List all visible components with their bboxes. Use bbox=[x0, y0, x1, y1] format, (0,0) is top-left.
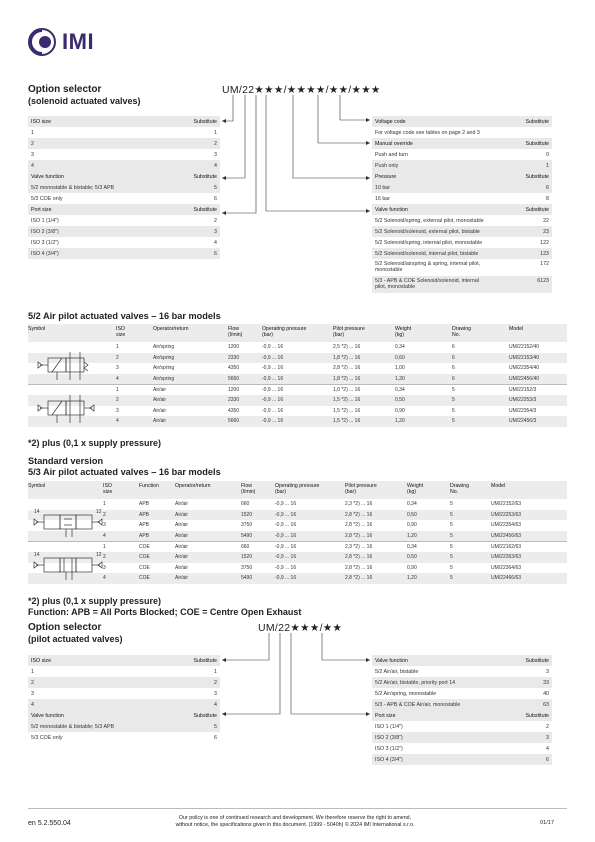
row-value: 123 bbox=[540, 250, 549, 257]
row-value: Substitute bbox=[525, 140, 549, 147]
column-header: Drawing No. bbox=[450, 483, 470, 495]
table-row bbox=[28, 342, 567, 353]
row-label: Valve function bbox=[375, 206, 408, 213]
opt2-connector-lines bbox=[0, 600, 595, 750]
row-label: 4 bbox=[31, 162, 34, 169]
table-cell: 3750 bbox=[241, 522, 253, 529]
table-cell: 2 bbox=[116, 397, 119, 404]
table-cell: Air/air bbox=[175, 501, 189, 508]
table-cell: 1200 bbox=[228, 344, 240, 351]
sec1-symbol-air-spring bbox=[30, 350, 100, 391]
table-cell: 0,90 bbox=[395, 407, 405, 414]
table-cell: Air/spring bbox=[153, 365, 175, 372]
column-header: Symbol bbox=[28, 483, 46, 489]
table-cell: 2,5 *2) ... 16 bbox=[333, 344, 361, 351]
row-label: Push and turn bbox=[375, 151, 408, 158]
row-label: Valve function bbox=[31, 712, 64, 719]
table-cell: Air/air bbox=[153, 418, 167, 425]
row-value: 2 bbox=[214, 679, 217, 686]
table-cell: UM/22152/3 bbox=[509, 387, 537, 394]
opt2-title: Option selector bbox=[28, 622, 102, 633]
row-label: 3 bbox=[31, 690, 34, 697]
table-cell: 2 bbox=[103, 554, 106, 561]
footer-disclaimer-line2: without notice, the specifications given in this document. (1999 - 5040h) © 2024 IMI International s.r.o. bbox=[175, 822, 415, 828]
table-cell: 5490 bbox=[241, 575, 253, 582]
table-cell: 1520 bbox=[241, 554, 253, 561]
row-label: 1 bbox=[31, 668, 34, 675]
table-cell: 4350 bbox=[228, 365, 240, 372]
row-value: 5 bbox=[214, 184, 217, 191]
table-cell: COE bbox=[139, 544, 150, 551]
table-cell: 3750 bbox=[241, 564, 253, 571]
column-header: Weight (kg) bbox=[407, 483, 424, 495]
table-cell: 5 bbox=[450, 554, 453, 561]
table-cell: UM/22456/40 bbox=[509, 376, 540, 383]
table-cell: 0,34 bbox=[395, 344, 405, 351]
table-cell: 5660 bbox=[228, 418, 240, 425]
column-header: Operator/return bbox=[153, 326, 189, 332]
table-cell: 3 bbox=[103, 522, 106, 529]
table-cell: 0,50 bbox=[407, 554, 417, 561]
table-cell: 3 bbox=[116, 365, 119, 372]
row-value: 6 bbox=[546, 756, 549, 763]
row-label: 5/2 Air/air, bistable bbox=[375, 668, 419, 675]
table-cell: 1 bbox=[103, 544, 106, 551]
table-row bbox=[28, 353, 567, 364]
table-cell: -0,9 ... 16 bbox=[262, 365, 284, 372]
table-cell: COE bbox=[139, 575, 150, 582]
sec2-title1: Standard version bbox=[28, 456, 104, 466]
svg-text:12: 12 bbox=[96, 552, 102, 558]
sec2-symbol-apb bbox=[30, 507, 100, 548]
row-label: 5/2 monostable & bistable; 5/3 APB bbox=[31, 184, 115, 191]
table-cell: UM/22364/63 bbox=[491, 564, 522, 571]
column-header: Pilot pressure (bar) bbox=[345, 483, 377, 495]
column-header: ISO size bbox=[116, 326, 126, 338]
table-cell: 1 bbox=[116, 387, 119, 394]
table-cell: 6 bbox=[452, 376, 455, 383]
table-cell: 1,5 *2) ... 16 bbox=[333, 397, 361, 404]
footer-divider bbox=[28, 808, 567, 809]
table-cell: APB bbox=[139, 511, 150, 518]
table-row bbox=[28, 416, 567, 427]
row-label: 10 bar bbox=[375, 184, 391, 191]
table-cell: Air/spring bbox=[153, 354, 175, 361]
table-cell: 2,8 *2) ... 16 bbox=[333, 365, 361, 372]
row-value: Substitute bbox=[193, 712, 217, 719]
row-label: 5/2 Air/spring, monostable bbox=[375, 690, 437, 697]
row-value: Substitute bbox=[525, 657, 549, 664]
row-label: 5/3 - APB & COE Solenoid/solenoid, internal bbox=[375, 278, 479, 284]
row-label: Manual override bbox=[375, 140, 413, 147]
table-row bbox=[28, 395, 567, 406]
row-value: Substitute bbox=[193, 206, 217, 213]
row-label: 2 bbox=[31, 140, 34, 147]
table-cell: -0,9 ... 16 bbox=[275, 564, 297, 571]
table-cell: -0,9 ... 16 bbox=[262, 407, 284, 414]
table-header-row bbox=[28, 481, 567, 499]
table-cell: Air/spring bbox=[153, 376, 175, 383]
row-value: Substitute bbox=[525, 118, 549, 125]
table-cell: -0,9 ... 16 bbox=[275, 575, 297, 582]
table-cell: 1 bbox=[116, 344, 119, 351]
table-cell: 2,3 *2) ... 16 bbox=[345, 544, 373, 551]
sec2-note1: *2) plus (0,1 x supply pressure) bbox=[28, 596, 162, 606]
table-cell: Air/air bbox=[175, 554, 189, 561]
table-cell: 1,00 bbox=[395, 365, 405, 372]
row-label: 5/2 Solenoid/spring, external pilot, monostable bbox=[375, 217, 484, 224]
table-cell: 1,8 *2) ... 16 bbox=[333, 354, 361, 361]
column-header: Flow (l/min) bbox=[228, 326, 243, 338]
sec2-note2: Function: APB = All Ports Blocked; COE = Centre Open Exhaust bbox=[28, 607, 302, 617]
row-value: 3 bbox=[214, 151, 217, 158]
table-cell: 5 bbox=[450, 533, 453, 540]
row-value: 1 bbox=[214, 668, 217, 675]
row-label: Push only bbox=[375, 162, 399, 169]
table-cell: 0,34 bbox=[407, 544, 417, 551]
table-cell: APB bbox=[139, 501, 150, 508]
svg-text:14: 14 bbox=[34, 552, 40, 558]
row-label: ISO 4 (3/4") bbox=[375, 756, 403, 763]
table-row bbox=[28, 363, 567, 374]
footer-doc-number: en 5.2.550.04 bbox=[28, 820, 71, 827]
table-cell: COE bbox=[139, 564, 150, 571]
table-cell: -0,9 ... 16 bbox=[262, 344, 284, 351]
table-cell: UM/22153/40 bbox=[509, 354, 540, 361]
table-cell: 5 bbox=[452, 418, 455, 425]
table-cell: Air/spring bbox=[153, 344, 175, 351]
table-cell: -0,9 ... 16 bbox=[262, 376, 284, 383]
table-cell: Air/air bbox=[175, 522, 189, 529]
table-cell: Air/air bbox=[175, 511, 189, 518]
row-label: 5/2 Solenoid/solenoid, external pilot, bistable bbox=[375, 228, 480, 235]
table-cell: APB bbox=[139, 533, 150, 540]
row-value: 4 bbox=[546, 745, 549, 752]
table-row bbox=[28, 384, 567, 395]
row-label: ISO 1 (1/4") bbox=[375, 723, 403, 730]
table-cell: 1200 bbox=[228, 387, 240, 394]
row-value: 3 bbox=[214, 690, 217, 697]
table-cell: 2,3 *2) ... 16 bbox=[345, 501, 373, 508]
table-cell: UM/22354/40 bbox=[509, 365, 540, 372]
table-row bbox=[372, 754, 552, 765]
table-cell: 0,34 bbox=[395, 387, 405, 394]
table-cell: 5 bbox=[450, 564, 453, 571]
row-value: Substitute bbox=[525, 173, 549, 180]
row-value: 3 bbox=[546, 734, 549, 741]
row-label: 5/2 monostable & bistable; 5/3 APB bbox=[31, 723, 115, 730]
table-row bbox=[28, 374, 567, 385]
table-cell: 0,34 bbox=[407, 501, 417, 508]
row-value: 6 bbox=[214, 250, 217, 257]
column-header: Symbol bbox=[28, 326, 46, 332]
opt2-code: UM/22★★★/★★ bbox=[258, 622, 343, 634]
row-label: Port size bbox=[375, 712, 396, 719]
row-value: 3 bbox=[214, 228, 217, 235]
table-cell: 1,5 *2) ... 16 bbox=[333, 407, 361, 414]
table-cell: 5 bbox=[452, 387, 455, 394]
row-value: 172 bbox=[540, 261, 549, 267]
row-label-line2: monostable bbox=[375, 267, 403, 273]
table-cell: 3 bbox=[103, 564, 106, 571]
row-value: 4 bbox=[214, 701, 217, 708]
row-label: For voltage code see tables on page 2 and 3 bbox=[375, 129, 480, 136]
row-label: 5/2 Solenoid/airspring & spring, internal pilot, bbox=[375, 261, 481, 267]
row-label: 3 bbox=[31, 151, 34, 158]
column-header: Drawing No. bbox=[452, 326, 472, 338]
table-cell: 6 bbox=[452, 365, 455, 372]
column-header: Function bbox=[139, 483, 159, 489]
table-cell: UM/22456/3 bbox=[509, 418, 537, 425]
table-cell: UM/22354/3 bbox=[509, 407, 537, 414]
table-cell: 2,8 *2) ... 16 bbox=[345, 575, 373, 582]
table-cell: 4350 bbox=[228, 407, 240, 414]
column-header: Model bbox=[509, 326, 524, 332]
table-cell: UM/22152/63 bbox=[491, 501, 522, 508]
sec2-symbol-coe bbox=[30, 550, 100, 591]
table-cell: 1,0 *2) ... 16 bbox=[333, 387, 361, 394]
opt1-subtitle: (solenoid actuated valves) bbox=[28, 96, 141, 106]
table-cell: UM/22152/40 bbox=[509, 344, 540, 351]
table-cell: 2,8 *2) ... 16 bbox=[345, 564, 373, 571]
table-cell: UM/22263/63 bbox=[491, 554, 522, 561]
row-value: 22 bbox=[543, 217, 549, 224]
table-cell: 5 bbox=[450, 522, 453, 529]
row-value: 6123 bbox=[537, 278, 549, 284]
row-value: Substitute bbox=[193, 118, 217, 125]
table-cell: Air/air bbox=[153, 407, 167, 414]
table-cell: Air/air bbox=[175, 575, 189, 582]
table-cell: 6 bbox=[452, 354, 455, 361]
column-header: Operating pressure (bar) bbox=[275, 483, 320, 495]
logo-text: IMI bbox=[62, 29, 95, 54]
row-value: Substitute bbox=[193, 173, 217, 180]
table-cell: Air/air bbox=[153, 387, 167, 394]
table-cell: 5660 bbox=[228, 376, 240, 383]
table-cell: -0,9 ... 16 bbox=[262, 387, 284, 394]
table-cell: Air/air bbox=[175, 564, 189, 571]
row-label: 5/3 - APB & COE Air/air, monostable bbox=[375, 701, 461, 708]
table-cell: 1,30 bbox=[395, 376, 405, 383]
table-cell: -0,9 ... 16 bbox=[275, 501, 297, 508]
row-value: 5 bbox=[214, 723, 217, 730]
row-label: ISO 2 (3/8") bbox=[31, 228, 59, 235]
row-label: ISO 2 (3/8") bbox=[375, 734, 403, 741]
table-cell: 4 bbox=[103, 575, 106, 582]
table-row bbox=[28, 406, 567, 417]
row-value: 2 bbox=[214, 217, 217, 224]
opt1-title: Option selector bbox=[28, 84, 102, 95]
table-cell: 0,50 bbox=[407, 511, 417, 518]
row-value: 6 bbox=[546, 184, 549, 191]
row-label: ISO 4 (3/4") bbox=[31, 250, 59, 257]
table-cell: 5 bbox=[450, 511, 453, 518]
row-value: 2 bbox=[214, 140, 217, 147]
column-header: Model bbox=[491, 483, 506, 489]
row-value: 3 bbox=[546, 668, 549, 675]
row-value: 8 bbox=[546, 195, 549, 202]
row-value: 40 bbox=[543, 690, 549, 697]
row-label: Port size bbox=[31, 206, 52, 213]
table-cell: -0,9 ... 16 bbox=[262, 397, 284, 404]
row-value: 6 bbox=[214, 195, 217, 202]
table-cell: 6 bbox=[452, 344, 455, 351]
table-cell: 2,8 *2) ... 16 bbox=[345, 511, 373, 518]
table-cell: 5 bbox=[450, 575, 453, 582]
row-label: 1 bbox=[31, 129, 34, 136]
row-label: Voltage code bbox=[375, 118, 406, 125]
row-value: Substitute bbox=[193, 657, 217, 664]
column-header: Operator/return bbox=[175, 483, 211, 489]
sec1-note: *2) plus (0,1 x supply pressure) bbox=[28, 438, 162, 448]
opt2-subtitle: (pilot actuated valves) bbox=[28, 634, 123, 644]
row-value: Substitute bbox=[525, 206, 549, 213]
table-cell: UM/22253/63 bbox=[491, 511, 522, 518]
table-cell: UM/22354/63 bbox=[491, 522, 522, 529]
table-cell: 0,60 bbox=[395, 354, 405, 361]
row-value: 33 bbox=[543, 679, 549, 686]
row-label: Pressure bbox=[375, 173, 397, 180]
table-cell: 2330 bbox=[228, 397, 240, 404]
row-label: 2 bbox=[31, 679, 34, 686]
table-cell: 1,20 bbox=[407, 533, 417, 540]
table-cell: -0,9 ... 16 bbox=[262, 354, 284, 361]
row-label: Valve function bbox=[31, 173, 64, 180]
svg-text:12: 12 bbox=[96, 509, 102, 515]
footer-disclaimer-line1: Our policy is one of continued research and development. We therefore reserve the right to amend, bbox=[178, 815, 412, 821]
row-label: ISO 3 (1/2") bbox=[375, 745, 403, 752]
footer-disclaimer bbox=[130, 815, 460, 829]
table-cell: 660 bbox=[241, 544, 250, 551]
row-value: 2 bbox=[546, 723, 549, 730]
table-cell: 2,8 *2) ... 16 bbox=[345, 533, 373, 540]
row-label: ISO size bbox=[31, 118, 52, 125]
table-cell: 1 bbox=[103, 501, 106, 508]
table-cell: 3 bbox=[116, 407, 119, 414]
row-label: 5/3 COE only bbox=[31, 195, 63, 202]
table-cell: 660 bbox=[241, 501, 250, 508]
table-cell: 2,8 *2) ... 16 bbox=[345, 554, 373, 561]
table-cell: 2 bbox=[103, 511, 106, 518]
row-value: 4 bbox=[214, 239, 217, 246]
row-value: 0 bbox=[546, 151, 549, 158]
svg-text:14: 14 bbox=[34, 509, 40, 515]
table-cell: 4 bbox=[116, 418, 119, 425]
table-cell: Air/air bbox=[175, 533, 189, 540]
table-cell: 0,50 bbox=[395, 397, 405, 404]
table-cell: -0,9 ... 16 bbox=[275, 522, 297, 529]
row-value: 4 bbox=[214, 162, 217, 169]
sec2-title2: 5/3 Air pilot actuated valves – 16 bar models bbox=[28, 467, 221, 477]
row-label: 5/2 Solenoid/solenoid, internal pilot, bistable bbox=[375, 250, 479, 257]
row-value: 6 bbox=[214, 734, 217, 741]
row-value: 23 bbox=[543, 228, 549, 235]
footer-page-number: 01/17 bbox=[540, 820, 554, 826]
table-cell: -0,9 ... 16 bbox=[275, 554, 297, 561]
row-label: 4 bbox=[31, 701, 34, 708]
table-cell: UM/22162/63 bbox=[491, 544, 522, 551]
table-cell: 1,20 bbox=[395, 418, 405, 425]
row-value: 1 bbox=[214, 129, 217, 136]
row-value: Substitute bbox=[525, 712, 549, 719]
table-cell: APB bbox=[139, 522, 150, 529]
table-header-row bbox=[28, 324, 567, 342]
row-label: ISO 1 (1/4") bbox=[31, 217, 59, 224]
row-label: 5/3 COE only bbox=[31, 734, 63, 741]
table-cell: -0,9 ... 16 bbox=[262, 418, 284, 425]
table-cell: 1,5 *2) ... 16 bbox=[333, 418, 361, 425]
row-label: 5/2 Solenoid/spring, internal pilot, monostable bbox=[375, 239, 483, 246]
table-cell: 2330 bbox=[228, 354, 240, 361]
table-cell: 2 bbox=[116, 354, 119, 361]
table-cell: -0,9 ... 16 bbox=[275, 511, 297, 518]
column-header: Pilot pressure (bar) bbox=[333, 326, 365, 338]
table-cell: COE bbox=[139, 554, 150, 561]
column-header: Operating pressure (bar) bbox=[262, 326, 307, 338]
column-header: ISO size bbox=[103, 483, 113, 495]
opt1-code: UM/22★★★/★★★★/★★/★★★ bbox=[222, 84, 381, 96]
row-label-line2: pilot, monostable bbox=[375, 284, 416, 290]
table-cell: -0,9 ... 16 bbox=[275, 544, 297, 551]
table-cell: 1,8 *2) ... 16 bbox=[333, 376, 361, 383]
opt1-connector-lines bbox=[0, 0, 595, 310]
table-cell: 4 bbox=[103, 533, 106, 540]
table-cell: 5490 bbox=[241, 533, 253, 540]
table-cell: 5 bbox=[450, 544, 453, 551]
row-value: 63 bbox=[543, 701, 549, 708]
table-cell: Air/air bbox=[153, 397, 167, 404]
table-cell: 4 bbox=[116, 376, 119, 383]
table-cell: 1,20 bbox=[407, 575, 417, 582]
table-cell: 1520 bbox=[241, 511, 253, 518]
sec1-title: 5/2 Air pilot actuated valves – 16 bar models bbox=[28, 311, 221, 321]
table-cell: UM/22466/63 bbox=[491, 575, 522, 582]
column-header: Flow (l/min) bbox=[241, 483, 256, 495]
row-label: 16 bar bbox=[375, 195, 391, 202]
table-cell: 0,90 bbox=[407, 564, 417, 571]
table-cell: 5 bbox=[450, 501, 453, 508]
table-cell: 5 bbox=[452, 407, 455, 414]
table-cell: -0,9 ... 16 bbox=[275, 533, 297, 540]
table-cell: 5 bbox=[452, 397, 455, 404]
row-label: ISO size bbox=[31, 657, 52, 664]
row-value: 122 bbox=[540, 239, 549, 246]
row-value: 1 bbox=[546, 162, 549, 169]
table-cell: Air/air bbox=[175, 544, 189, 551]
table-cell: 2,8 *2) ... 16 bbox=[345, 522, 373, 529]
row-label: 5/2 Air/air, bistable, priority port 14 bbox=[375, 679, 456, 686]
row-label: ISO 3 (1/2") bbox=[31, 239, 59, 246]
sec1-table bbox=[28, 324, 567, 427]
row-label: Valve function bbox=[375, 657, 408, 664]
table-cell: 0,90 bbox=[407, 522, 417, 529]
sec1-symbol-air-air bbox=[30, 393, 100, 434]
column-header: Weight (kg) bbox=[395, 326, 412, 338]
table-cell: UM/22253/3 bbox=[509, 397, 537, 404]
table-cell: UM/22456/63 bbox=[491, 533, 522, 540]
